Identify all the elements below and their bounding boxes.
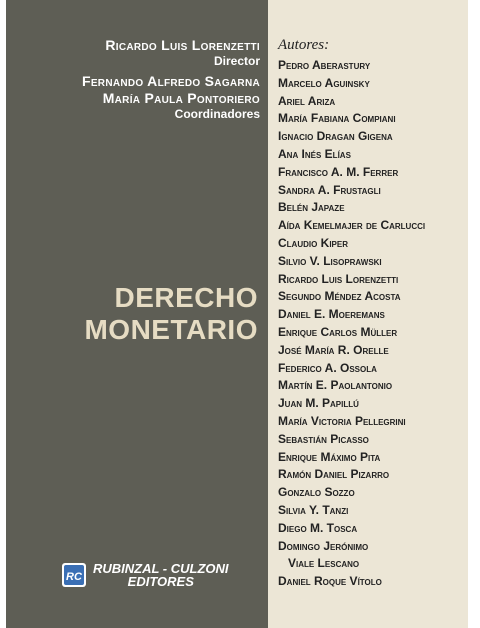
author-name: Silvio V. Lisoprawski — [278, 253, 382, 268]
right-panel — [268, 0, 468, 628]
logo-text: RC — [66, 571, 82, 583]
author-name: Daniel Roque Vítolo — [278, 574, 382, 589]
author-name: Diego M. Tosca — [278, 520, 358, 535]
author-name: Enrique Carlos Müller — [278, 324, 398, 339]
title-line: MONETARIO — [84, 314, 258, 345]
author-name: Ariel Ariza — [278, 93, 336, 108]
author-name: Ricardo Luis Lorenzetti — [278, 271, 399, 286]
author-name: Claudio Kiper — [278, 235, 349, 250]
publisher-logo-icon — [61, 562, 87, 588]
author-name: Ramón Daniel Pizarro — [278, 467, 390, 482]
author-name: Viale Lescano — [288, 556, 360, 571]
author-name: Francisco A. M. Ferrer — [278, 164, 399, 179]
title-line: DERECHO — [114, 282, 258, 313]
left-panel — [6, 0, 268, 628]
publisher-name: RUBINZAL - CULZONI — [93, 561, 229, 576]
author-name: Belén Japaze — [278, 200, 345, 215]
author-name: Ana Inés Elías — [278, 146, 351, 161]
author-name: Juan M. Papillú — [278, 396, 359, 411]
author-name: Martín E. Paolantonio — [278, 378, 393, 393]
editor-role: Director — [213, 54, 260, 68]
author-name: Federico A. Ossola — [278, 360, 377, 375]
author-name: Aída Kemelmajer de Carlucci — [278, 218, 426, 233]
author-name: Sandra A. Frustagli — [278, 182, 381, 197]
author-name: José María R. Orelle — [278, 342, 389, 357]
editor-name: Fernando Alfredo Sagarna — [81, 73, 260, 89]
author-name: Silvia Y. Tanzi — [278, 502, 349, 517]
author-name: Segundo Méndez Acosta — [278, 289, 401, 304]
book-title — [84, 282, 258, 346]
author-name: Daniel E. Moeremans — [278, 307, 385, 322]
author-name: Marcelo Aguinsky — [278, 75, 370, 90]
author-name: Gonzalo Sozzo — [278, 485, 355, 500]
book-cover — [6, 0, 468, 628]
editors-block — [82, 37, 260, 126]
publisher-block — [61, 562, 229, 588]
author-name: María Fabiana Compiani — [278, 111, 396, 126]
editor-name: Ricardo Luis Lorenzetti — [105, 37, 260, 53]
author-name: María Victoria Pellegrini — [278, 413, 406, 428]
editor-name: María Paula Pontoriero — [102, 90, 260, 106]
editor-role: Coordinadores — [174, 107, 260, 121]
publisher-sub: EDITORES — [127, 574, 194, 589]
publisher-text — [93, 562, 229, 588]
authors-list — [278, 37, 425, 591]
author-name: Domingo Jerónimo — [278, 538, 369, 553]
authors-label: Autores: — [278, 37, 330, 53]
author-name: Sebastián Picasso — [278, 431, 369, 446]
author-name: Enrique Máximo Pita — [278, 449, 381, 464]
author-name: Ignacio Dragan Gigena — [278, 129, 393, 144]
author-name: Pedro Aberastury — [278, 58, 371, 72]
